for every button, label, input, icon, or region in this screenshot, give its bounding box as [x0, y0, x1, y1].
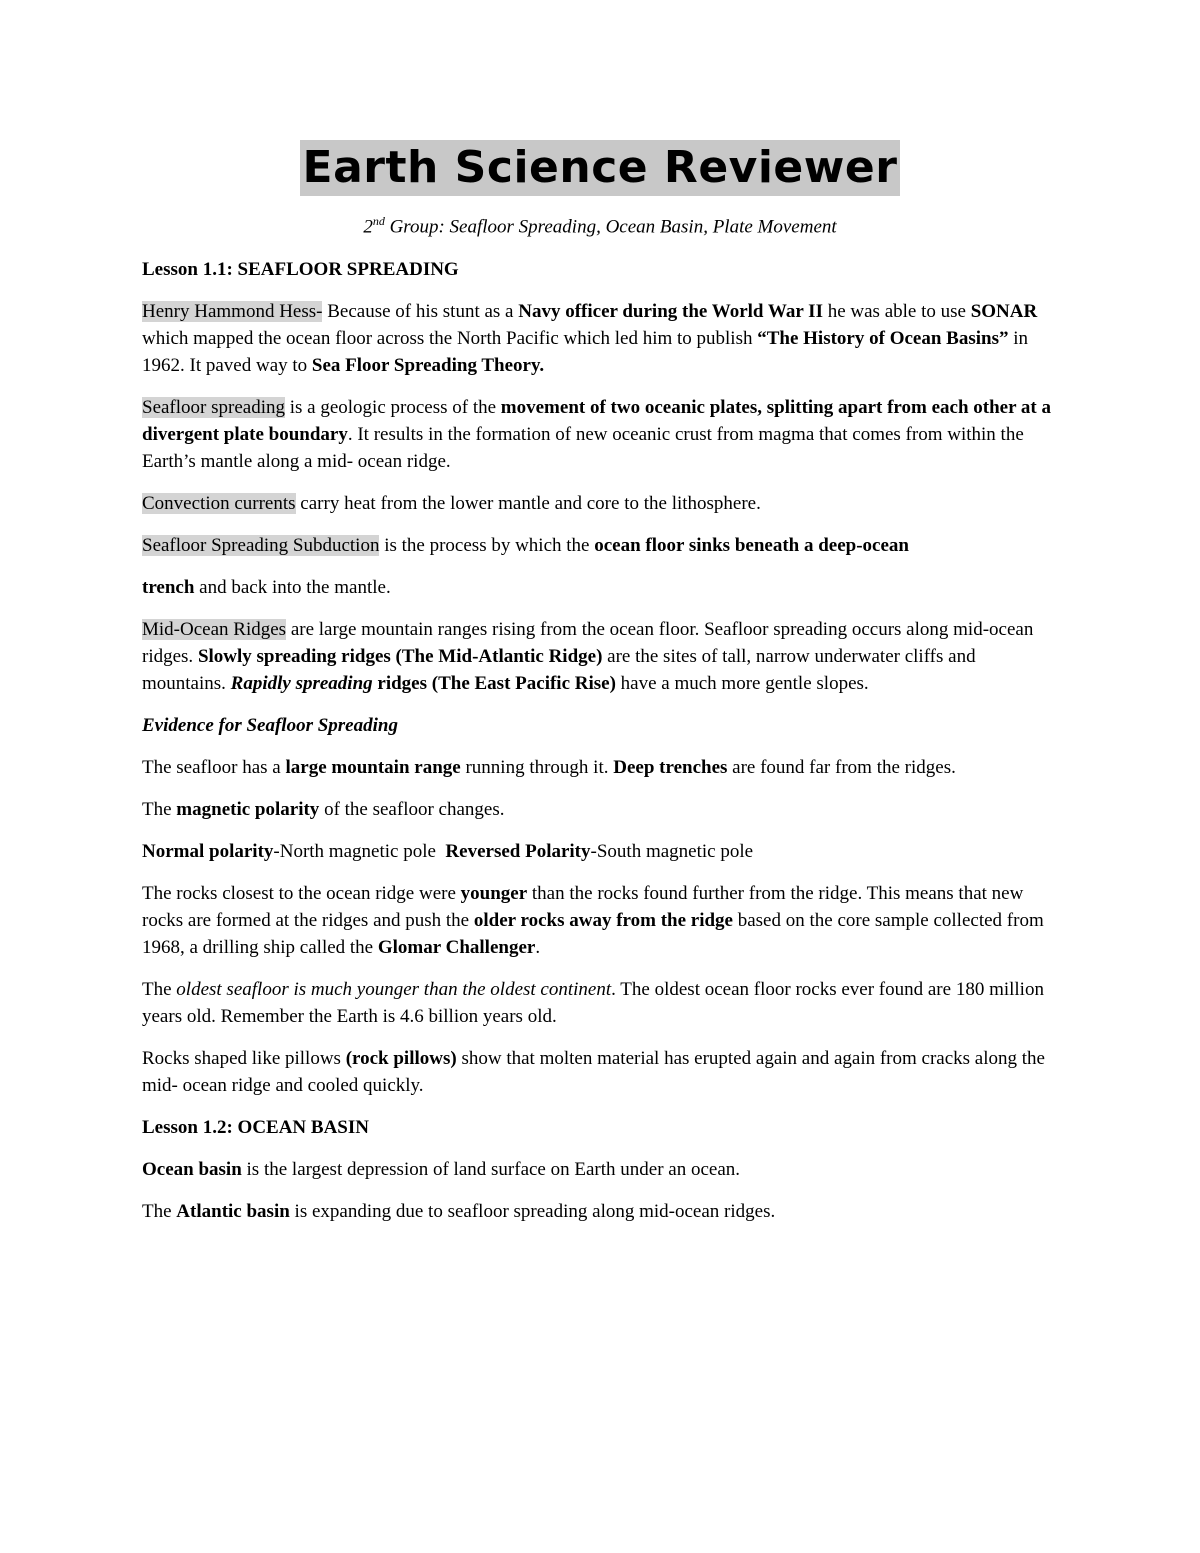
paragraph-mid-ocean-ridges: [142, 616, 1062, 697]
text-run: are large mountain ranges rising from the ocean floor. Seafloor spreading occurs along mid-ocean ridges.: [142, 619, 1034, 667]
text-run: of the seafloor changes.: [319, 799, 505, 820]
lesson-2-heading-text: Lesson 1.2: OCEAN BASIN: [142, 1117, 369, 1138]
bold-run: Glomar Challenger: [377, 937, 536, 958]
paragraph-convection: [142, 490, 1062, 517]
bold-run: trench: [142, 577, 195, 598]
bold-italic-run: Rapidly spreading: [230, 673, 373, 694]
text-run: is the largest depression of land surface on Earth under an ocean.: [241, 1159, 741, 1180]
bold-run: SONAR: [970, 301, 1038, 322]
bold-run: large mountain range: [285, 757, 461, 778]
text-run: carry heat from the lower mantle and core to the lithosphere.: [295, 493, 761, 514]
text-run: is expanding due to seafloor spreading along mid-ocean ridges.: [289, 1201, 776, 1222]
document-body: [142, 256, 1062, 1240]
bold-run: movement of two oceanic plates, splitting apart from each other at a divergent plate boundary: [142, 397, 1051, 445]
text-run: running through it.: [460, 757, 614, 778]
paragraph-subduction-line-2: [142, 574, 1062, 601]
text-run: is a geologic process of the: [284, 397, 501, 418]
bold-run: older rocks away from the ridge: [473, 910, 733, 931]
text-run: . The oldest ocean floor rocks ever found are 180 million years old. Remember the Earth is 4.6 billion years old.: [142, 979, 1044, 1027]
bold-run: Slowly spreading ridges (The Mid-Atlantic Ridge): [197, 646, 603, 667]
text-run: based on the core sample collected from 1968, a drilling ship called the: [142, 910, 1044, 958]
bold-run: ridges (The East Pacific Rise): [372, 673, 616, 694]
bold-run: Ocean basin: [142, 1159, 242, 1180]
text-run: The: [142, 979, 177, 1000]
text-run: in 1962. It paved way to: [142, 328, 1028, 376]
paragraph-hess: [142, 298, 1062, 379]
bold-run: younger: [460, 883, 528, 904]
bold-run: magnetic polarity: [176, 799, 320, 820]
paragraph-rock-pillows: [142, 1045, 1062, 1099]
paragraph-oldest-seafloor: [142, 976, 1062, 1030]
bold-run: Deep trenches: [613, 757, 728, 778]
bold-run: ocean floor sinks beneath a deep-ocean: [594, 535, 909, 556]
paragraph-ocean-basin: [142, 1156, 1062, 1183]
paragraph-magnetic-polarity: [142, 796, 1062, 823]
highlighted-term: Henry Hammond Hess-: [142, 301, 323, 322]
lesson-1-heading-text: Lesson 1.1: SEAFLOOR SPREADING: [142, 259, 459, 280]
subtitle-ordinal: nd: [372, 214, 385, 228]
title-container: [0, 140, 1200, 196]
evidence-heading: [142, 712, 1062, 739]
paragraph-mountain-range: [142, 754, 1062, 781]
bold-run: Navy officer during the World War II: [518, 301, 823, 322]
text-run: is the process by which the: [379, 535, 595, 556]
text-run: -South magnetic pole: [590, 841, 754, 862]
text-run: than the rocks found further from the ridge. This means that new rocks are formed at the ridges and push the: [142, 883, 1024, 931]
lesson-2-heading: [142, 1114, 1062, 1141]
text-run: The: [142, 799, 177, 820]
document-title: Earth Science Reviewer: [300, 140, 901, 196]
text-run: -North magnetic pole: [273, 841, 446, 862]
text-run: The rocks closest to the ocean ridge were: [142, 883, 461, 904]
bold-run: “The History of Ocean Basins”: [757, 328, 1009, 349]
text-run: are found far from the ridges.: [727, 757, 956, 778]
text-run: Rocks shaped like pillows: [142, 1048, 346, 1069]
text-run: are the sites of tall, narrow underwater cliffs and mountains.: [142, 646, 976, 694]
text-run: The: [142, 1201, 177, 1222]
evidence-heading-text: Evidence for Seafloor Spreading: [142, 715, 398, 736]
bold-run: Atlantic basin: [176, 1201, 290, 1222]
text-run: . It results in the formation of new oceanic crust from magma that comes from within the Earth’s mantle along a mid- ocean ridge.: [142, 424, 1024, 472]
bold-run: Reversed Polarity: [445, 841, 591, 862]
highlighted-term: Seafloor spreading: [142, 397, 285, 418]
italic-run: oldest seafloor is much younger than the oldest continent: [176, 979, 612, 1000]
bold-run: (rock pillows): [345, 1048, 457, 1069]
text-run: and back into the mantle.: [194, 577, 391, 598]
document-subtitle: [0, 214, 1200, 238]
paragraph-seafloor-spreading: [142, 394, 1062, 475]
text-run: The seafloor has a: [142, 757, 286, 778]
text-run: show that molten material has erupted again and again from cracks along the mid- ocean ridge and cooled quickly.: [142, 1048, 1045, 1096]
text-run: he was able to use: [822, 301, 971, 322]
text-run: which mapped the ocean floor across the North Pacific which led him to publish: [142, 328, 758, 349]
subtitle-number: 2: [363, 216, 373, 238]
text-run: have a much more gentle slopes.: [615, 673, 869, 694]
paragraph-atlantic-basin: [142, 1198, 1062, 1225]
bold-run: Normal polarity: [142, 841, 274, 862]
bold-run: Sea Floor Spreading Theory.: [311, 355, 545, 376]
text-run: .: [535, 937, 541, 958]
paragraph-subduction-line-1: [142, 532, 1062, 559]
highlighted-term: Mid-Ocean Ridges: [142, 619, 287, 640]
paragraph-rock-ages: [142, 880, 1062, 961]
lesson-1-heading: [142, 256, 1062, 283]
subtitle-text: Group: Seafloor Spreading, Ocean Basin, Plate Movement: [384, 216, 837, 238]
text-run: Because of his stunt as a: [322, 301, 519, 322]
highlighted-term: Seafloor Spreading Subduction: [142, 535, 380, 556]
highlighted-term: Convection currents: [142, 493, 296, 514]
paragraph-polarity-types: [142, 838, 1062, 865]
